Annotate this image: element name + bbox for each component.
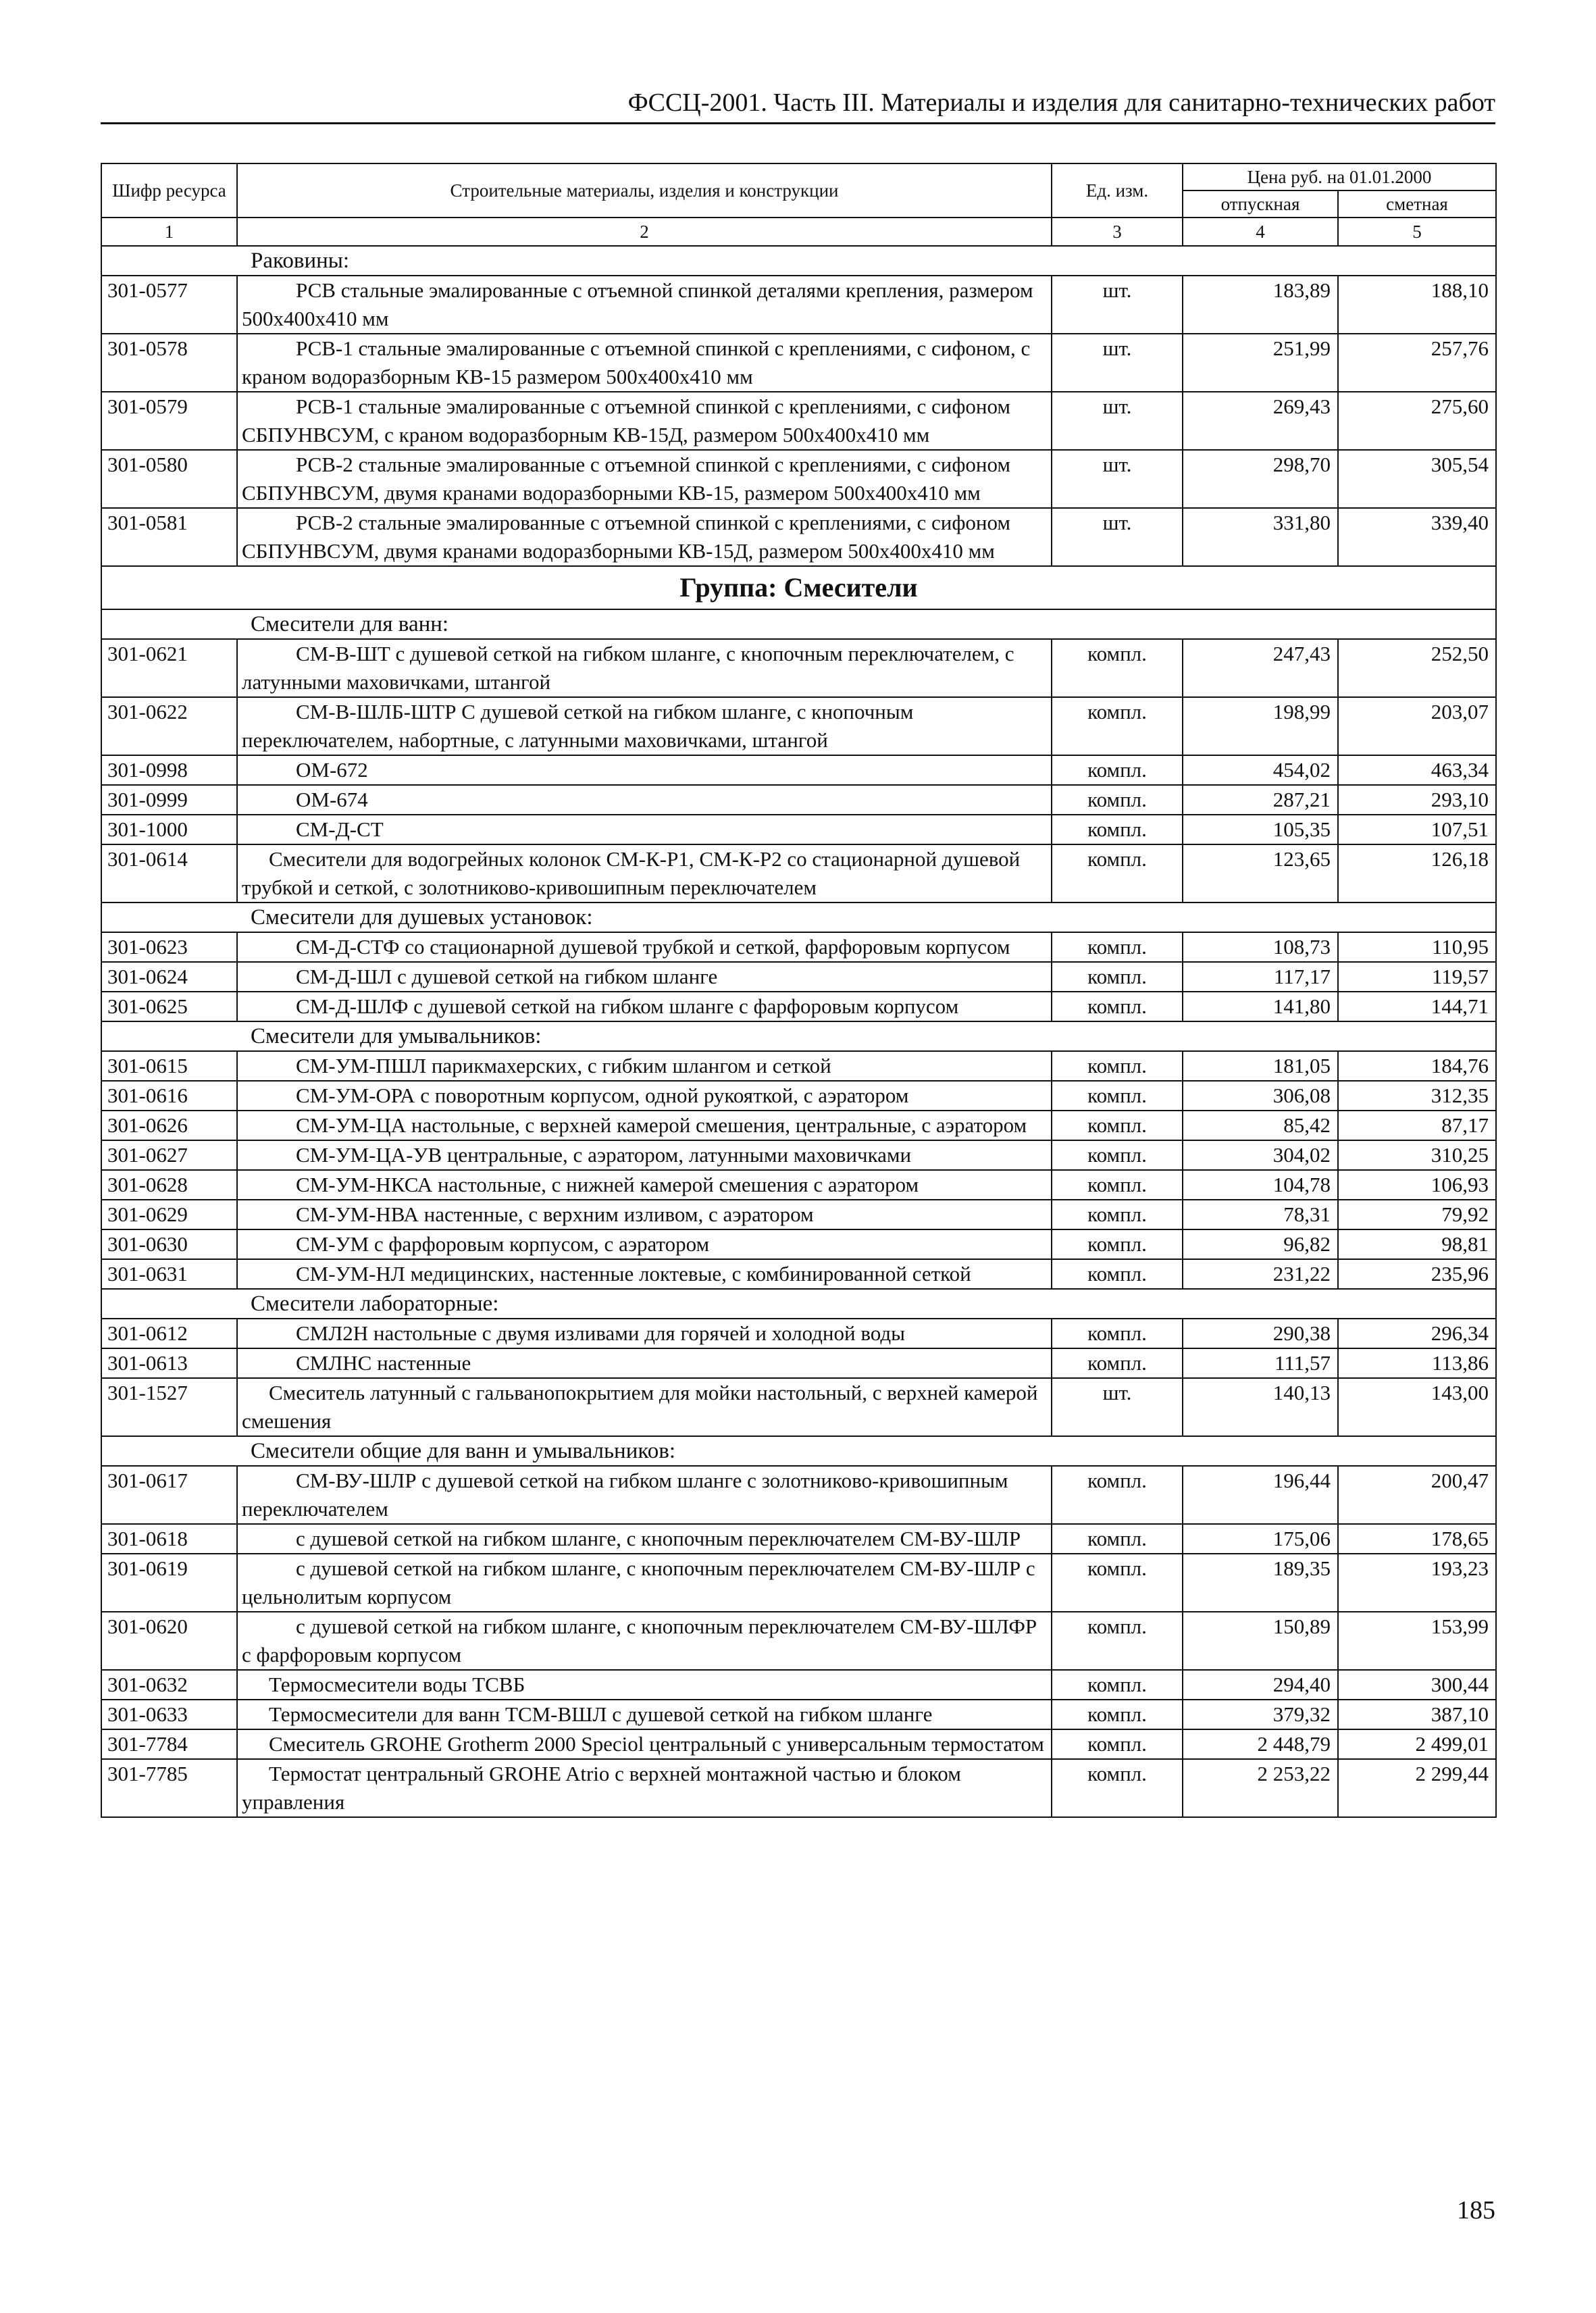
resource-code: 301-0620: [101, 1612, 237, 1670]
item-description: СМЛ2Н настольные с двумя изливами для горячей и холодной воды: [237, 1319, 1052, 1348]
release-price: 105,35: [1183, 815, 1338, 844]
item-description: СМ-УМ-НЛ медицинских, настенные локтевые, с комбинированной сеткой: [237, 1259, 1052, 1289]
release-price: 111,57: [1183, 1348, 1338, 1378]
group-row: [101, 566, 1496, 609]
table-row: [101, 785, 1496, 815]
section-row: [101, 246, 1496, 276]
header-release-price: отпускная: [1183, 190, 1338, 218]
estimate-price: 110,95: [1338, 932, 1496, 962]
table-row: [101, 1200, 1496, 1229]
item-description: Смесители для водогрейных колонок СМ-К-Р1, СМ-К-Р2 со стационарной душевой трубкой и сеткой, с золотниково-кривошипным переключателем: [237, 844, 1052, 903]
header-name: Строительные материалы, изделия и конструкции: [237, 163, 1052, 218]
table-row: [101, 815, 1496, 844]
item-description: СМ-УМ-ОРА с поворотным корпусом, одной рукояткой, с аэратором: [237, 1081, 1052, 1111]
resource-code: 301-1000: [101, 815, 237, 844]
estimate-price: 188,10: [1338, 276, 1496, 334]
resource-code: 301-0612: [101, 1319, 237, 1348]
estimate-price: 87,17: [1338, 1111, 1496, 1140]
unit: компл.: [1052, 962, 1183, 992]
resource-code: 301-0579: [101, 392, 237, 450]
unit: шт.: [1052, 334, 1183, 392]
unit: шт.: [1052, 392, 1183, 450]
resource-code: 301-0999: [101, 785, 237, 815]
estimate-price: 257,76: [1338, 334, 1496, 392]
unit: компл.: [1052, 1111, 1183, 1140]
unit: шт.: [1052, 1378, 1183, 1436]
unit: компл.: [1052, 1348, 1183, 1378]
unit: компл.: [1052, 815, 1183, 844]
table-row: [101, 962, 1496, 992]
unit: компл.: [1052, 1700, 1183, 1729]
header-price: Цена руб. на 01.01.2000: [1183, 163, 1496, 190]
resource-code: 301-7784: [101, 1729, 237, 1759]
unit: компл.: [1052, 1759, 1183, 1817]
resource-code: 301-0626: [101, 1111, 237, 1140]
item-description: РСВ-1 стальные эмалированные с отъемной спинкой с креплениями, с сифоном СБПУНВСУМ, с краном водоразборным КВ-15Д, размером 500х400х410 мм: [237, 392, 1052, 450]
column-number: 1: [101, 218, 237, 246]
item-description: СМ-Д-СТ: [237, 815, 1052, 844]
resource-code: 301-0632: [101, 1670, 237, 1700]
resource-code: 301-0615: [101, 1051, 237, 1081]
estimate-price: 296,34: [1338, 1319, 1496, 1348]
release-price: 183,89: [1183, 276, 1338, 334]
unit: компл.: [1052, 932, 1183, 962]
table-row: [101, 1051, 1496, 1081]
release-price: 331,80: [1183, 508, 1338, 566]
item-description: СМ-Д-СТФ со стационарной душевой трубкой и сеткой, фарфоровым корпусом: [237, 932, 1052, 962]
item-description: Смеситель латунный с гальванопокрытием для мойки настольный, с верхней камерой смешения: [237, 1378, 1052, 1436]
item-description: ОМ-674: [237, 785, 1052, 815]
unit: компл.: [1052, 1319, 1183, 1348]
unit: компл.: [1052, 1259, 1183, 1289]
table-row: [101, 1524, 1496, 1554]
release-price: 379,32: [1183, 1700, 1338, 1729]
page-number: 185: [1457, 2196, 1495, 2225]
table-row: [101, 1170, 1496, 1200]
header-unit: Ед. изм.: [1052, 163, 1183, 218]
estimate-price: 79,92: [1338, 1200, 1496, 1229]
estimate-price: 339,40: [1338, 508, 1496, 566]
table-row: [101, 1700, 1496, 1729]
column-numbers-row: [101, 218, 1496, 246]
resource-code: 301-0581: [101, 508, 237, 566]
table-row: [101, 508, 1496, 566]
resource-code: 301-0580: [101, 450, 237, 508]
item-description: Термосмесители воды ТСВБ: [237, 1670, 1052, 1700]
release-price: 290,38: [1183, 1319, 1338, 1348]
table-row: [101, 1111, 1496, 1140]
table-row: [101, 334, 1496, 392]
unit: компл.: [1052, 785, 1183, 815]
release-price: 304,02: [1183, 1140, 1338, 1170]
release-price: 196,44: [1183, 1466, 1338, 1524]
section-label: Смесители для душевых установок:: [101, 903, 1496, 932]
resource-code: 301-0613: [101, 1348, 237, 1378]
unit: компл.: [1052, 844, 1183, 903]
section-row: [101, 609, 1496, 639]
estimate-price: 107,51: [1338, 815, 1496, 844]
unit: компл.: [1052, 697, 1183, 755]
unit: компл.: [1052, 1200, 1183, 1229]
item-description: СМ-Д-ШЛФ с душевой сеткой на гибком шланге с фарфоровым корпусом: [237, 992, 1052, 1021]
table-row: [101, 450, 1496, 508]
estimate-price: 113,86: [1338, 1348, 1496, 1378]
item-description: РСВ-2 стальные эмалированные с отъемной спинкой с креплениями, с сифоном СБПУНВСУМ, двумя кранами водоразборными КВ-15, размером 500х400х410 мм: [237, 450, 1052, 508]
item-description: РСВ стальные эмалированные с отъемной спинкой деталями крепления, размером 500х400х410 мм: [237, 276, 1052, 334]
table-row: [101, 1759, 1496, 1817]
column-number: 4: [1183, 218, 1338, 246]
column-number: 5: [1338, 218, 1496, 246]
table-row: [101, 639, 1496, 697]
unit: компл.: [1052, 1140, 1183, 1170]
estimate-price: 144,71: [1338, 992, 1496, 1021]
item-description: СМ-ВУ-ШЛР с душевой сеткой на гибком шланге с золотниково-кривошипным переключателем: [237, 1466, 1052, 1524]
unit: компл.: [1052, 1466, 1183, 1524]
unit: компл.: [1052, 1229, 1183, 1259]
table-row: [101, 992, 1496, 1021]
release-price: 108,73: [1183, 932, 1338, 962]
estimate-price: 178,65: [1338, 1524, 1496, 1554]
section-label: Смесители общие для ванн и умывальников:: [101, 1436, 1496, 1466]
release-price: 85,42: [1183, 1111, 1338, 1140]
release-price: 150,89: [1183, 1612, 1338, 1670]
release-price: 141,80: [1183, 992, 1338, 1021]
item-description: СМ-УМ-ЦА-УВ центральные, с аэратором, латунными маховичками: [237, 1140, 1052, 1170]
resource-code: 301-0617: [101, 1466, 237, 1524]
table-row: [101, 1259, 1496, 1289]
estimate-price: 106,93: [1338, 1170, 1496, 1200]
section-row: [101, 903, 1496, 932]
table-row: [101, 1140, 1496, 1170]
resource-code: 301-0633: [101, 1700, 237, 1729]
header-estimate-price: сметная: [1338, 190, 1496, 218]
unit: компл.: [1052, 755, 1183, 785]
item-description: с душевой сеткой на гибком шланге, с кнопочным переключателем СМ-ВУ-ШЛР с цельнолитым корпусом: [237, 1554, 1052, 1612]
release-price: 251,99: [1183, 334, 1338, 392]
resource-code: 301-0578: [101, 334, 237, 392]
table-row: [101, 392, 1496, 450]
estimate-price: 193,23: [1338, 1554, 1496, 1612]
estimate-price: 387,10: [1338, 1700, 1496, 1729]
release-price: 181,05: [1183, 1051, 1338, 1081]
release-price: 287,21: [1183, 785, 1338, 815]
running-head: ФССЦ-2001. Часть III. Материалы и изделия для санитарно-технических работ: [627, 88, 1495, 117]
column-number: 2: [237, 218, 1052, 246]
resource-code: 301-7785: [101, 1759, 237, 1817]
release-price: 454,02: [1183, 755, 1338, 785]
table-row: [101, 1466, 1496, 1524]
estimate-price: 2 499,01: [1338, 1729, 1496, 1759]
unit: шт.: [1052, 508, 1183, 566]
table-row: [101, 1554, 1496, 1612]
section-label: Смесители для умывальников:: [101, 1021, 1496, 1051]
estimate-price: 312,35: [1338, 1081, 1496, 1111]
item-description: РСВ-1 стальные эмалированные с отъемной спинкой с креплениями, с сифоном, с краном водоразборным КВ-15 размером 500х400х410 мм: [237, 334, 1052, 392]
estimate-price: 252,50: [1338, 639, 1496, 697]
resource-code: 301-0998: [101, 755, 237, 785]
release-price: 231,22: [1183, 1259, 1338, 1289]
table-row: [101, 1612, 1496, 1670]
estimate-price: 119,57: [1338, 962, 1496, 992]
release-price: 117,17: [1183, 962, 1338, 992]
resource-code: 301-0616: [101, 1081, 237, 1111]
header-code: Шифр ресурса: [101, 163, 237, 218]
resource-code: 301-0623: [101, 932, 237, 962]
section-label: Раковины:: [101, 246, 1496, 276]
table-row: [101, 1378, 1496, 1436]
price-table: [101, 163, 1497, 1818]
group-title: Группа: Смесители: [101, 566, 1496, 609]
item-description: РСВ-2 стальные эмалированные с отъемной спинкой с креплениями, с сифоном СБПУНВСУМ, двумя кранами водоразборными КВ-15Д, размером 500х400х410 мм: [237, 508, 1052, 566]
section-label: Смесители лабораторные:: [101, 1289, 1496, 1319]
unit: компл.: [1052, 639, 1183, 697]
resource-code: 301-0628: [101, 1170, 237, 1200]
unit: компл.: [1052, 1670, 1183, 1700]
resource-code: 301-0629: [101, 1200, 237, 1229]
unit: шт.: [1052, 450, 1183, 508]
estimate-price: 293,10: [1338, 785, 1496, 815]
table-row: [101, 1670, 1496, 1700]
unit: компл.: [1052, 1729, 1183, 1759]
unit: компл.: [1052, 1612, 1183, 1670]
table-row: [101, 1729, 1496, 1759]
release-price: 104,78: [1183, 1170, 1338, 1200]
item-description: с душевой сеткой на гибком шланге, с кнопочным переключателем СМ-ВУ-ШЛФР с фарфоровым корпусом: [237, 1612, 1052, 1670]
estimate-price: 305,54: [1338, 450, 1496, 508]
unit: шт.: [1052, 276, 1183, 334]
item-description: СМ-В-ШТ с душевой сеткой на гибком шланге, с кнопочным переключателем, с латунными маховичками, штангой: [237, 639, 1052, 697]
unit: компл.: [1052, 1554, 1183, 1612]
item-description: СМ-УМ-ЦА настольные, с верхней камерой смешения, центральные, с аэратором: [237, 1111, 1052, 1140]
table-row: [101, 697, 1496, 755]
item-description: Термосмесители для ванн ТСМ-ВШЛ с душевой сеткой на гибком шланге: [237, 1700, 1052, 1729]
resource-code: 301-0619: [101, 1554, 237, 1612]
item-description: Термостат центральный GROHE Atrio с верхней монтажной частью и блоком управления: [237, 1759, 1052, 1817]
estimate-price: 300,44: [1338, 1670, 1496, 1700]
item-description: СМ-Д-ШЛ с душевой сеткой на гибком шланге: [237, 962, 1052, 992]
estimate-price: 463,34: [1338, 755, 1496, 785]
estimate-price: 143,00: [1338, 1378, 1496, 1436]
item-description: СМ-УМ-НВА настенные, с верхним изливом, с аэратором: [237, 1200, 1052, 1229]
resource-code: 301-0625: [101, 992, 237, 1021]
table-row: [101, 1081, 1496, 1111]
estimate-price: 153,99: [1338, 1612, 1496, 1670]
unit: компл.: [1052, 1081, 1183, 1111]
table-row: [101, 932, 1496, 962]
resource-code: 301-0622: [101, 697, 237, 755]
release-price: 140,13: [1183, 1378, 1338, 1436]
item-description: с душевой сеткой на гибком шланге, с кнопочным переключателем СМ-ВУ-ШЛР: [237, 1524, 1052, 1554]
estimate-price: 126,18: [1338, 844, 1496, 903]
unit: компл.: [1052, 1051, 1183, 1081]
table-row: [101, 276, 1496, 334]
table-row: [101, 1229, 1496, 1259]
item-description: СМ-УМ-НКСА настольные, с нижней камерой смешения с аэратором: [237, 1170, 1052, 1200]
section-label: Смесители для ванн:: [101, 609, 1496, 639]
release-price: 175,06: [1183, 1524, 1338, 1554]
table-row: [101, 755, 1496, 785]
item-description: СМ-УМ с фарфоровым корпусом, с аэратором: [237, 1229, 1052, 1259]
item-description: СМЛНС настенные: [237, 1348, 1052, 1378]
resource-code: 301-0618: [101, 1524, 237, 1554]
table-row: [101, 844, 1496, 903]
item-description: ОМ-672: [237, 755, 1052, 785]
item-description: СМ-В-ШЛБ-ШТР С душевой сеткой на гибком шланге, с кнопочным переключателем, набортные, с латунными маховичками, штангой: [237, 697, 1052, 755]
release-price: 306,08: [1183, 1081, 1338, 1111]
estimate-price: 98,81: [1338, 1229, 1496, 1259]
resource-code: 301-0624: [101, 962, 237, 992]
estimate-price: 310,25: [1338, 1140, 1496, 1170]
unit: компл.: [1052, 1170, 1183, 1200]
resource-code: 301-0630: [101, 1229, 237, 1259]
resource-code: 301-0627: [101, 1140, 237, 1170]
estimate-price: 235,96: [1338, 1259, 1496, 1289]
estimate-price: 2 299,44: [1338, 1759, 1496, 1817]
column-number: 3: [1052, 218, 1183, 246]
resource-code: 301-0577: [101, 276, 237, 334]
resource-code: 301-0621: [101, 639, 237, 697]
estimate-price: 203,07: [1338, 697, 1496, 755]
estimate-price: 275,60: [1338, 392, 1496, 450]
header-rule: [101, 122, 1495, 124]
estimate-price: 200,47: [1338, 1466, 1496, 1524]
unit: компл.: [1052, 992, 1183, 1021]
release-price: 96,82: [1183, 1229, 1338, 1259]
section-row: [101, 1436, 1496, 1466]
section-row: [101, 1021, 1496, 1051]
resource-code: 301-0614: [101, 844, 237, 903]
item-description: Смеситель GROHE Grotherm 2000 Speciol центральный с универсальным термостатом: [237, 1729, 1052, 1759]
release-price: 298,70: [1183, 450, 1338, 508]
release-price: 294,40: [1183, 1670, 1338, 1700]
table-row: [101, 1348, 1496, 1378]
resource-code: 301-0631: [101, 1259, 237, 1289]
release-price: 189,35: [1183, 1554, 1338, 1612]
release-price: 2 253,22: [1183, 1759, 1338, 1817]
release-price: 2 448,79: [1183, 1729, 1338, 1759]
estimate-price: 184,76: [1338, 1051, 1496, 1081]
item-description: СМ-УМ-ПШЛ парикмахерских, с гибким шлангом и сеткой: [237, 1051, 1052, 1081]
release-price: 269,43: [1183, 392, 1338, 450]
release-price: 247,43: [1183, 639, 1338, 697]
release-price: 123,65: [1183, 844, 1338, 903]
section-row: [101, 1289, 1496, 1319]
resource-code: 301-1527: [101, 1378, 237, 1436]
release-price: 78,31: [1183, 1200, 1338, 1229]
release-price: 198,99: [1183, 697, 1338, 755]
unit: компл.: [1052, 1524, 1183, 1554]
table-row: [101, 1319, 1496, 1348]
